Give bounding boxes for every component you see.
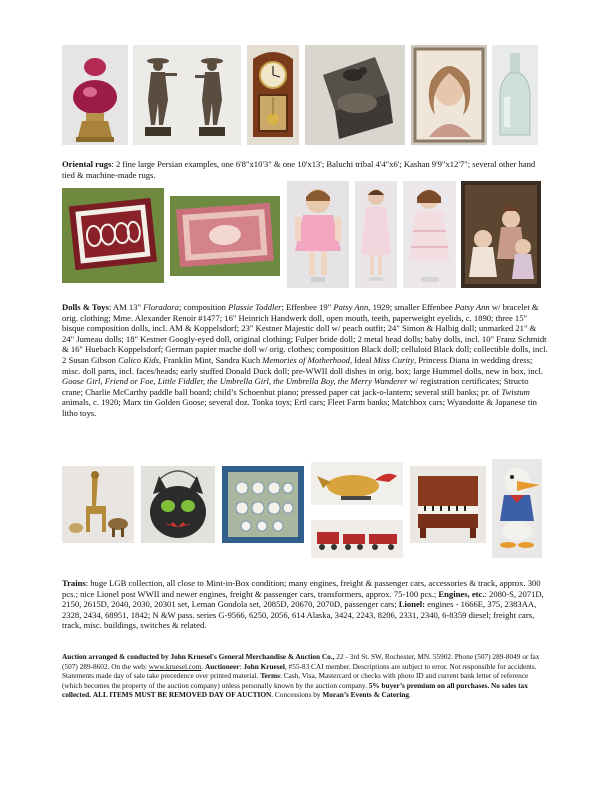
dolls-italic-7: Miss Curity xyxy=(373,354,414,365)
trains-text-1: : huge LGB collection, all close to Mint-in-Box condition; many engines, freight & passenger cars, accessories & track, approx. 300 pcs.; nice Lionel post WWII and newer engines, freight & passenger cars, transformers, approx. 75-100 pcs.; xyxy=(62,578,541,599)
footer-text-8: . Concessions by xyxy=(271,690,323,700)
bronze-bird-nest-sculpture-photo xyxy=(305,45,405,145)
dolls-toys-paragraph xyxy=(62,302,548,419)
dolls-in-display-case-photo xyxy=(461,181,541,288)
dolls-text-4: , 1929; smaller Effenbee xyxy=(368,302,455,312)
red-persian-rug-photo xyxy=(62,188,164,283)
pink-persian-rug-photo xyxy=(170,196,280,276)
dolls-text-6: , Franklin Mint, Sandra Kuch xyxy=(158,354,263,365)
framed-portrait-print-photo xyxy=(411,45,487,145)
footer-removal-notice: ALL ITEMS MUST BE REMOVED DAY OF AUCTION xyxy=(92,690,272,700)
footer-auctioneer-label: Auctioneer xyxy=(205,661,240,671)
red-toy-train-photo xyxy=(311,520,403,558)
dolls-italic-3: Patsy Ann xyxy=(333,302,369,312)
dolls-italic-6: Memories of Motherhood xyxy=(262,354,350,365)
dolls-italic-5: Calico Kids xyxy=(118,354,159,365)
bronze-soldier-statues-photo xyxy=(133,45,241,145)
stuffed-donald-duck-photo xyxy=(492,459,542,558)
footer-text-5: : Cash, Visa, Mastercard or checks with photo ID and current bank letter of reference (which becomes the property of the auction company) unless personally known by the auction company. xyxy=(62,671,529,690)
footer-auctioneer-name: John Kruesel xyxy=(243,661,285,671)
doll-pink-dress-photo xyxy=(287,181,349,288)
trains-text-2: : 2080-S, 2071D, 2150, 2615D, 2040, 2030, 20301 set, Leman Gondola set, 2085D, 20670, 2070D, passenger cars; xyxy=(62,588,544,610)
wooden-wall-clock-photo xyxy=(247,45,299,145)
red-glass-oil-lamp-photo xyxy=(62,45,128,145)
golden-goose-tin-toy-photo xyxy=(311,462,403,505)
dolls-italic-2: Plassie Toddler xyxy=(228,302,282,312)
dolls-text-9: w/ registration certificates; Structo crane; Charlie McCarthy paddle ball board; child’s Schoenhut piano; pressed paper cat jack-o-lantern; several still banks; pr. of xyxy=(62,376,529,397)
dolls-text-3: ; Effenbee 19" xyxy=(281,302,334,312)
footer-text-3: : xyxy=(239,661,244,671)
dolls-italic-4: Patsy Ann xyxy=(454,302,490,312)
footer-no-sales-tax: No sales tax collected. xyxy=(62,680,528,700)
dolls-text-1: : AM 13" xyxy=(108,302,144,312)
auction-terms-footer xyxy=(62,652,546,700)
dolls-text-7: , Ideal xyxy=(349,354,374,365)
schoenhut-piano-photo xyxy=(410,466,486,543)
oriental-rugs-paragraph xyxy=(62,159,548,180)
doll-white-dress-photo xyxy=(355,181,397,288)
trains-heading: Trains xyxy=(62,578,86,588)
trains-text-3: engines - 1666E, 375, 2383AA, 2328, 2434, 68951, 1842; N &W pass. series G-9566, 6250, 2056, 614 Alaska, 3424, 2243, 8206, 2331, 2340, 6-8359 diesel; freight cars, track, misc. buildings, switches & related. xyxy=(62,599,537,631)
oriental-rugs-text: : 2 fine large Persian examples, one 6'8"x10'3" & one 10'x13'; Baluchi tribal 4'4"x6'; Kashan 9'9"x12'7"; several other hand tied & machine-made rugs. xyxy=(62,159,536,180)
doll-lace-dress-photo xyxy=(403,181,456,288)
oriental-rugs-heading: Oriental rugs xyxy=(62,159,112,169)
footer-text-2: . xyxy=(201,661,206,671)
dolls-italic-9: Twistum xyxy=(501,386,530,397)
twistum-animals-photo xyxy=(62,466,134,543)
footer-terms-label: Terms xyxy=(260,671,280,681)
footer-buyers-premium: 5% buyer’s premium on all purchases. xyxy=(368,680,490,690)
dolls-italic-1: Floradora xyxy=(143,302,179,312)
footer-text-4: , #55-83 CAI member. Descriptions are subject to error. Not responsible for accidents. Statements made day of sale take precedence over printed material. xyxy=(62,661,537,681)
footer-concessions: Moran’s Events & Catering xyxy=(322,690,410,700)
dolls-text-2: ; composition xyxy=(178,302,229,312)
cat-jack-o-lantern-photo xyxy=(141,466,215,543)
dolls-text-5: w/ bracelet & orig. clothing; Mme. Alexander Renoir #1477; 16" Heinrich Handwerk doll, open mouth, teeth, paperweight eyelids, c. 1890; three 15" bisque composition dolls, incl. AM & Koppelsdorf; 23" Kestner Majestic doll w/ peach outfit; 24" Simon & Halbig doll; unmarked 21" & 24" Jumeau dolls; 18" Kestner Googly-eyed doll, original clothing; Fulper bride doll; 2 metal head dolls; baby dolls, incl. 10" Franz Schmidt & 16" Huebach Koppelsdorf; German papier mache doll w/ orig. clothes; composition Black doll; celluloid Black doll; collectible dolls, incl. 2 Susan Gibson xyxy=(62,302,548,365)
dolls-text-10: animals, c. 1920; Marx tin Golden Goose; several doz. Tonka toys; Ertl cars; Fleet Farm banks; Matchbox cars; Wyandotte & Japanese tin litho toys. xyxy=(62,397,537,418)
doll-dishes-set-photo xyxy=(222,466,304,543)
trains-bold-1: Engines, etc. xyxy=(438,588,485,599)
trains-bold-2: Lionel: xyxy=(398,599,426,610)
dolls-text-8: , Princess Diana in wedding dress; misc. doll parts, incl. faces/heads; early stuffed Donald Duck doll; pre-WWII doll dishes in orig. box; large Hummel dolls, new in box, incl. xyxy=(62,354,544,376)
footer-address-text: 22 - 3rd St. SW, Rochester, MN. 55902. Phone (507) 289-8049 or fax (507) 289-8602. On the web: xyxy=(62,652,540,671)
website-link[interactable]: www.kruesel.com xyxy=(148,661,202,671)
dolls-italic-8: Goose Girl, Friend or Foe, Little Fiddler, the Umbrella Girl, the Umbrella Boy, the Merry Wanderer xyxy=(62,376,408,387)
footer-text-9: . xyxy=(409,690,411,700)
footer-company-name: Auction arranged & conducted by John Kruesel's General Merchandise & Auction Co., xyxy=(62,652,335,661)
glass-bottle-photo xyxy=(492,45,538,145)
dolls-toys-heading: Dolls & Toys xyxy=(62,302,109,312)
trains-paragraph xyxy=(62,578,548,631)
